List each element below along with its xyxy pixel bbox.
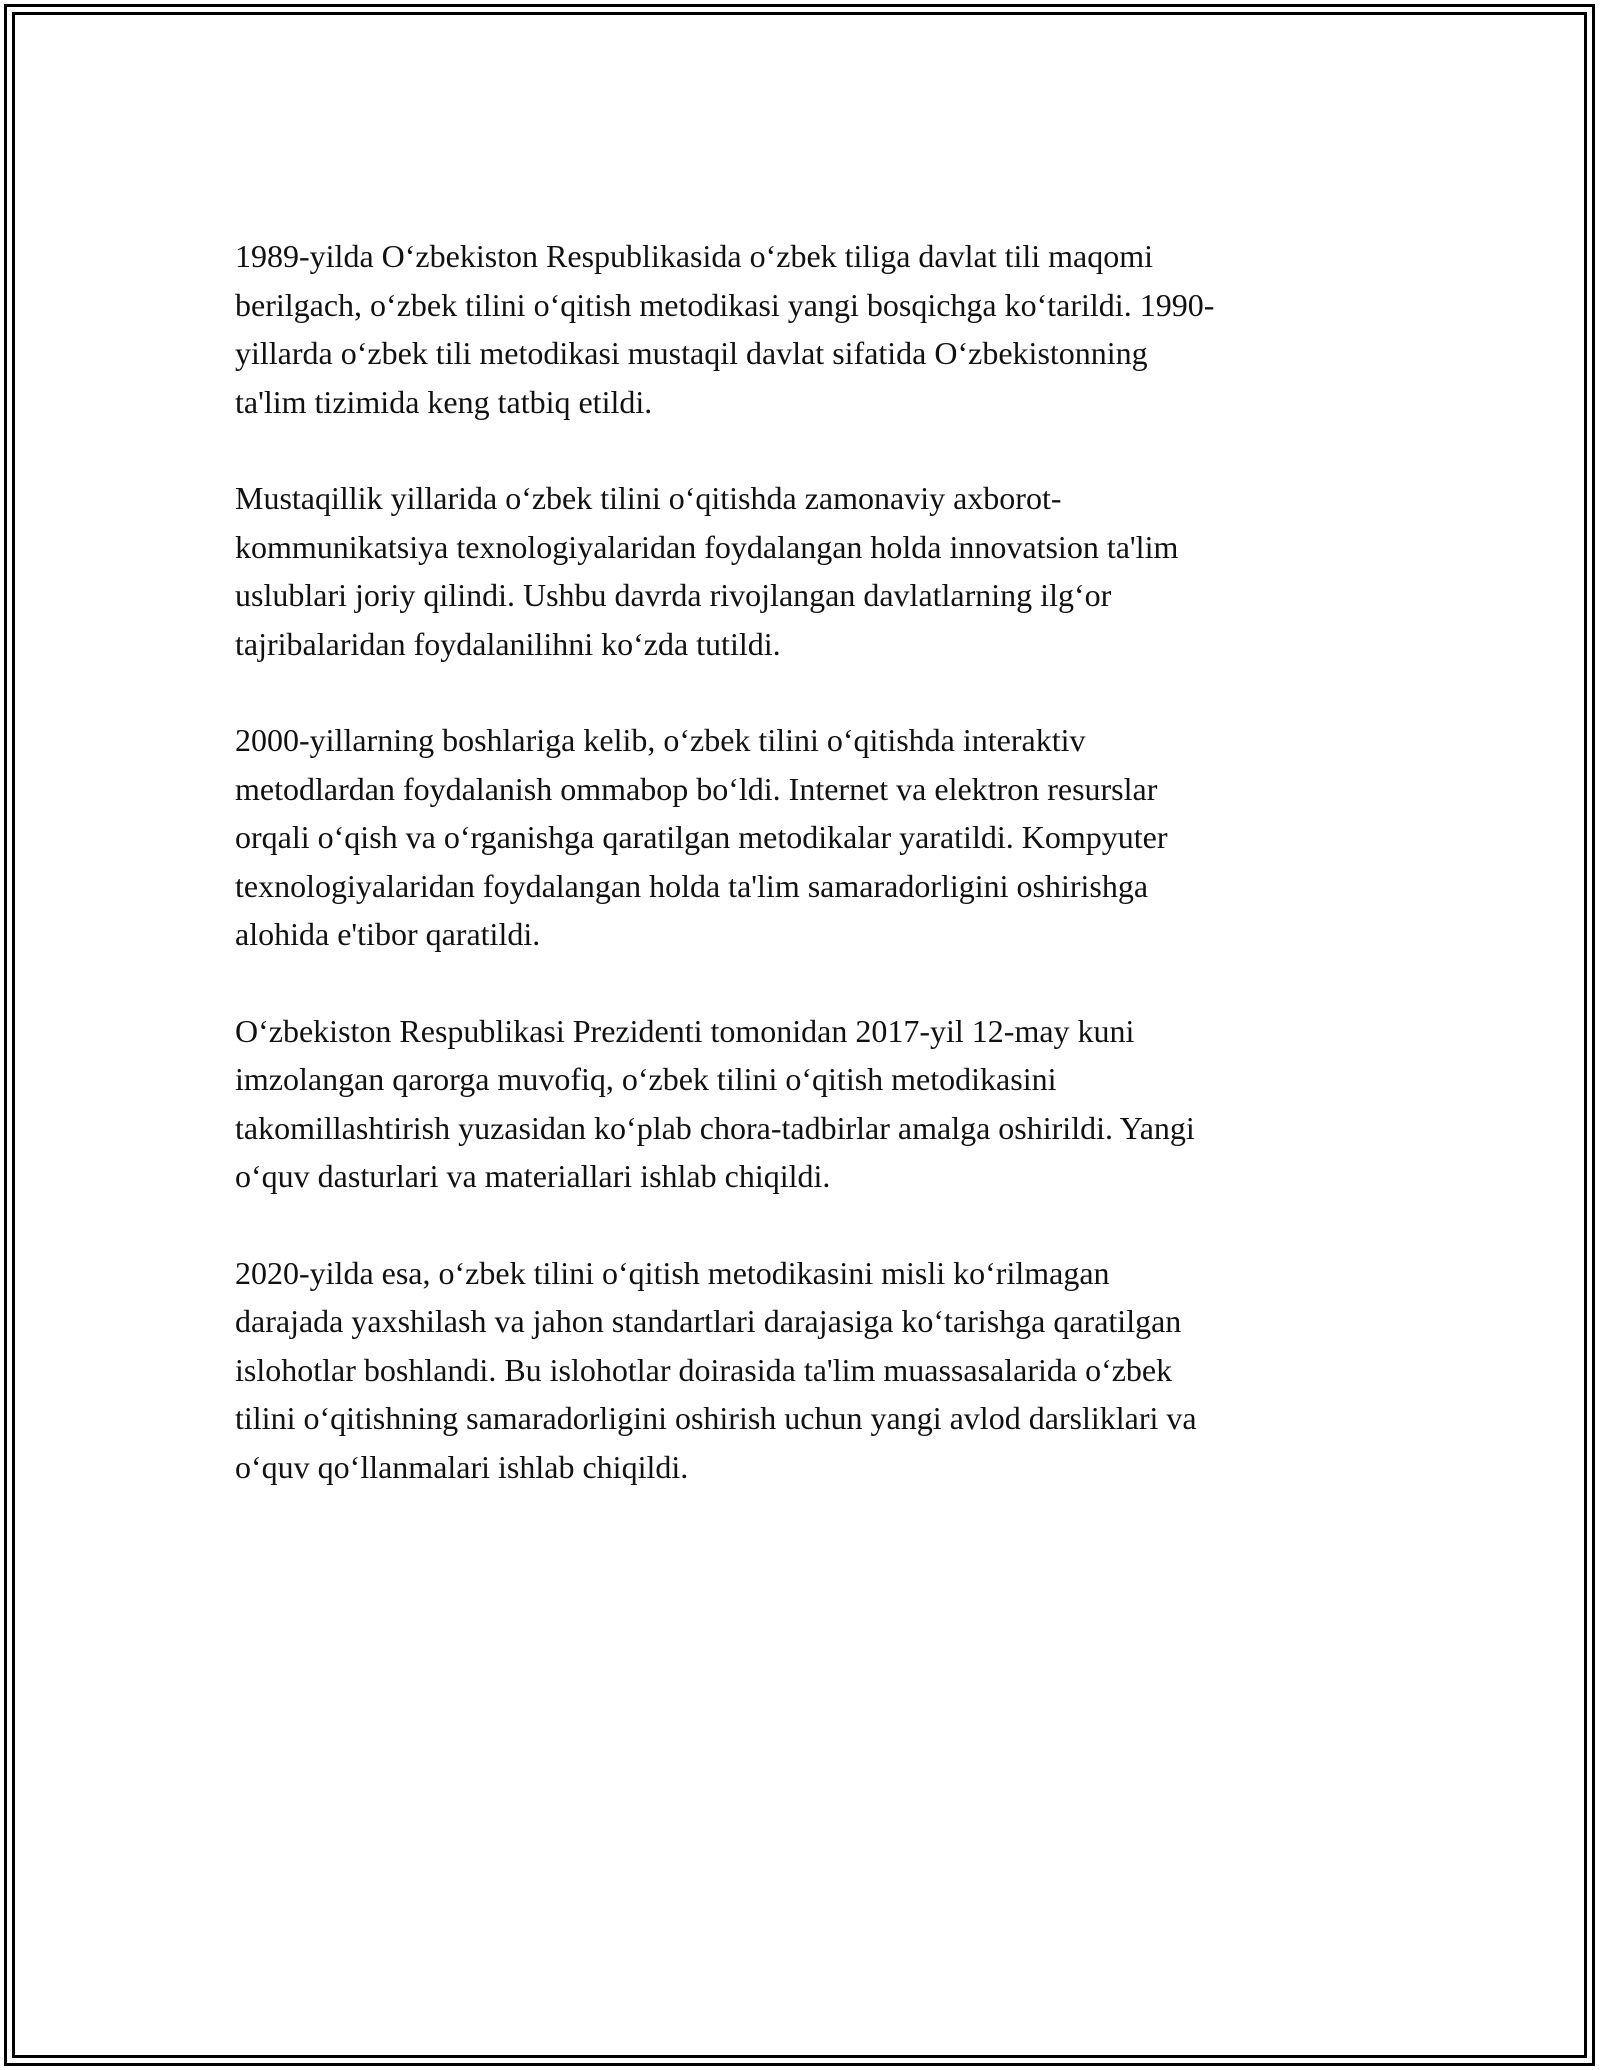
text-line: Mustaqillik yillarida o‘zbek tilini o‘qitishda zamonaviy axborot- — [235, 480, 1062, 516]
text-line: berilgach, o‘zbek tilini o‘qitish metodikasi yangi bosqichga ko‘tarildi. 1990- — [235, 286, 1215, 323]
text-line: yillarda o‘zbek tili metodikasi mustaqil davlat sifatida O‘zbekistonning — [235, 335, 1148, 371]
text-line: kommunikatsiya texnologiyalaridan foydalangan holda innovatsion ta'lim — [235, 528, 1179, 565]
paragraph-2020 — [235, 1249, 1365, 1492]
text-line: darajada yaxshilash va jahon standartlari darajasiga ko‘tarishga qaratilgan — [235, 1303, 1182, 1339]
text-line: metodlardan foydalanish ommabop bo‘ldi. Internet va elektron resurslar — [235, 770, 1158, 807]
text-line: orqali o‘qish va o‘rganishga qaratilgan metodikalar yaratildi. Kompyuter — [235, 819, 1168, 855]
text-line: takomillashtirish yuzasidan ko‘plab chora-tadbirlar amalga oshirildi. Yangi — [235, 1109, 1195, 1146]
paragraph-independence — [235, 474, 1365, 668]
text-line: islohotlar boshlandi. Bu islohotlar doirasida ta'lim muassasalarida o‘zbek — [235, 1351, 1173, 1388]
text-line: ta'lim tizimida keng tatbiq etildi. — [235, 383, 653, 420]
text-line: o‘quv qo‘llanmalari ishlab chiqildi. — [235, 1448, 689, 1485]
text-line: tilini o‘qitishning samaradorligini oshirish uchun yangi avlod darsliklari va — [235, 1400, 1197, 1436]
paragraph-2000s — [235, 716, 1365, 959]
text-line: O‘zbekiston Respublikasi Prezidenti tomonidan 2017-yil 12-may kuni — [235, 1012, 1135, 1049]
paragraph-2017 — [235, 1007, 1365, 1201]
text-line: o‘quv dasturlari va materiallari ishlab chiqildi. — [235, 1158, 831, 1194]
text-line: 1989-yilda O‘zbekiston Respublikasida o‘zbek tiliga davlat tili maqomi — [235, 238, 1154, 274]
text-line: imzolangan qarorga muvofiq, o‘zbek tilini o‘qitish metodikasini — [235, 1061, 1057, 1097]
text-line: texnologiyalaridan foydalangan holda ta'lim samaradorligini oshirishga — [235, 867, 1149, 904]
paragraph-1989 — [235, 232, 1365, 426]
document-body — [235, 232, 1365, 1539]
text-line: alohida e'tibor qaratildi. — [235, 916, 541, 952]
text-line: tajribalaridan foydalanilihni ko‘zda tutildi. — [235, 625, 781, 662]
text-line: 2020-yilda esa, o‘zbek tilini o‘qitish metodikasini misli ko‘rilmagan — [235, 1254, 1110, 1291]
text-line: 2000-yillarning boshlariga kelib, o‘zbek tilini o‘qitishda interaktiv — [235, 722, 1086, 758]
text-line: uslublari joriy qilindi. Ushbu davrda rivojlangan davlatlarning ilg‘or — [235, 577, 1112, 613]
